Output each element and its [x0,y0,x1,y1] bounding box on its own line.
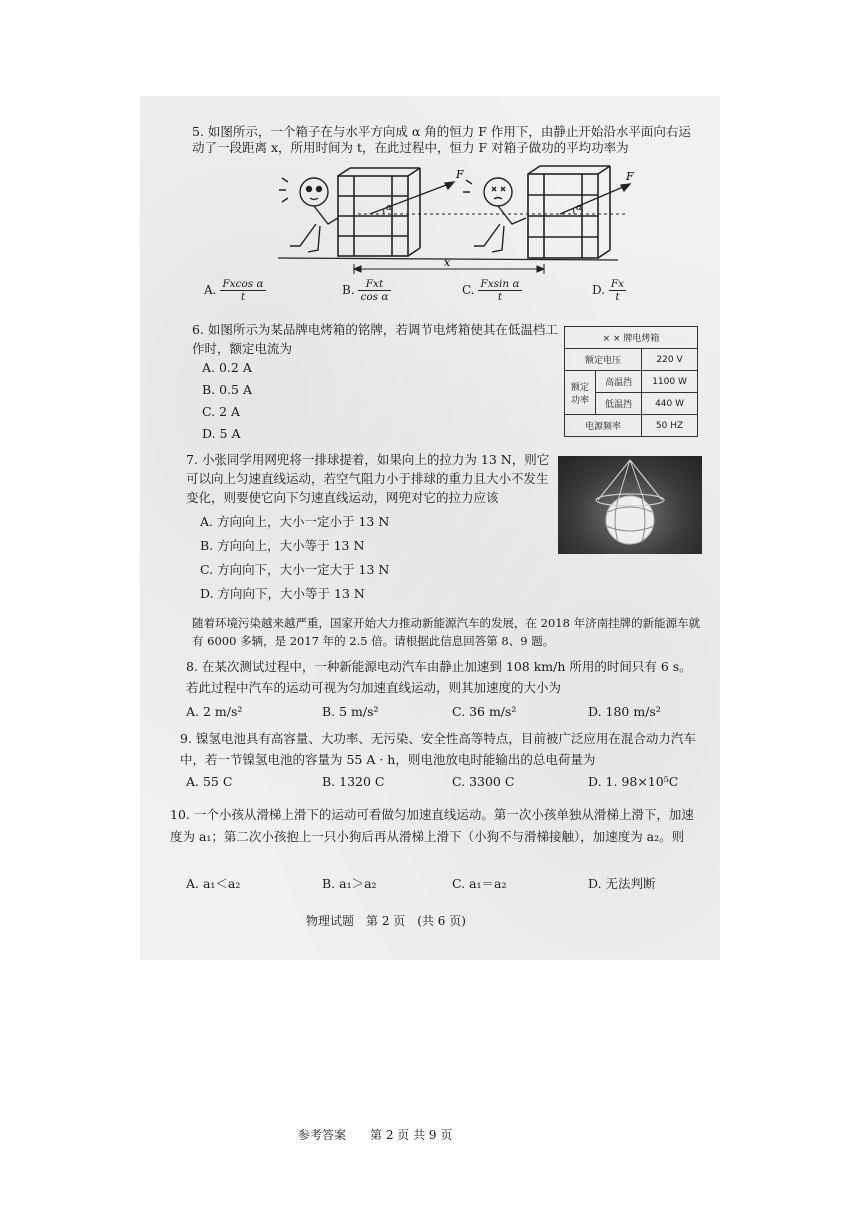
q6-option-c[interactable]: C. 2 A [202,404,241,419]
q5-option-a[interactable]: A. $\frac{\text{Fxcos α}}{t}$ [204,278,264,303]
low-setting-label: 低温挡 [596,393,642,415]
q8-option-b[interactable]: B. 5 m/s² [322,704,379,719]
force-label-left: F [456,168,464,181]
passage-8-9: 随着环境污染越来越严重，国家开始大力推动新能源汽车的发展，在 2018 年济南挂牌的新能源车就有 6000 多辆，是 2017 年的 2.5 倍。请根据此信息回答第 8、9 题。 [192,616,701,648]
q8-option-d[interactable]: D. 180 m/s² [588,704,661,719]
low-setting-value: 440 W [642,393,698,415]
scanned-exam-page [140,96,720,960]
force-label-right: F [626,170,634,183]
page-footer: 参考答案 第 2 页 共 9 页 [298,1128,453,1142]
q5-stem: 5. 如图所示，一个箱子在与水平方向成 α 角的恒力 F 作用下，由静止开始沿水平面向右运动了一段距离 x，所用时间为 t，在此过程中，恒力 F 对箱子做功的平均功率为 [192,124,691,155]
frequency-value: 50 HZ [642,415,698,437]
distance-label: x [444,256,451,269]
q7-option-a[interactable]: A. 方向向上，大小一定小于 13 N [200,514,390,529]
q9-option-b[interactable]: B. 1320 C [322,774,385,789]
rated-voltage-value: 220 V [642,349,698,371]
q9-option-c[interactable]: C. 3300 C [452,774,515,789]
nameplate-title: × × 牌电烤箱 [565,327,698,349]
q8-stem: 8. 在某次测试过程中，一种新能源电动汽车由静止加速到 108 km/h 所用的时间只有 6 s。若此过程中汽车的运动可视为匀加速直线运动，则其加速度的大小为 [186,659,692,695]
q7-stem: 7. 小张同学用网兜将一排球提着，如果向上的拉力为 13 N，则它可以向上匀速直线运动，若空气阻力小于排球的重力且大小不发生变化，则要使它向下匀速直线运动，网兜对它的拉力应该 [186,452,550,505]
q6-option-b[interactable]: B. 0.5 A [202,382,253,397]
nameplate-table [564,326,698,437]
angle-label-right: α [576,203,583,213]
box-left [338,168,420,256]
q9-stem: 9. 镍氢电池具有高容量、大功率、无污染、安全性高等特点，目前被广泛应用在混合动力汽车中，若一节镍氢电池的容量为 55 A · h，则电池放电时能输出的总电荷量为 [180,731,696,767]
rated-power-label: 额定功率 [565,371,596,415]
kid-left [279,178,338,252]
box-right [528,166,610,258]
q5-option-d[interactable]: D. $\frac{Fx}{t}$ [592,278,625,303]
rated-voltage-label: 额定电压 [565,349,642,371]
high-setting-value: 1100 W [642,371,698,393]
q10-option-b[interactable]: B. a₁＞a₂ [322,876,377,891]
q9-option-d[interactable]: D. 1. 98×10⁵C [588,774,679,789]
q5-option-c[interactable]: C. $\frac{\text{Fxsin α}}{t}$ [462,278,520,303]
q8-option-c[interactable]: C. 36 m/s² [452,704,517,719]
q10-option-c[interactable]: C. a₁＝a₂ [452,876,507,891]
scan-page-footer: 物理试题 第 2 页 (共 6 页) [306,914,466,928]
q7-option-b[interactable]: B. 方向向上，大小等于 13 N [200,538,365,553]
q5-option-b[interactable]: B. $\frac{\text{Fxt}}{\text{cos α}}$ [342,278,389,303]
q6-option-d[interactable]: D. 5 A [202,426,241,441]
high-setting-label: 高温挡 [596,371,642,393]
volleyball-net-photo [558,456,702,554]
kid-right [463,178,526,252]
frequency-label: 电源频率 [565,415,642,437]
q7-option-c[interactable]: C. 方向向下，大小一定大于 13 N [200,562,390,577]
q7-option-d[interactable]: D. 方向向下，大小等于 13 N [200,586,365,601]
q9-option-a[interactable]: A. 55 C [186,774,233,789]
q10-option-d[interactable]: D. 无法判断 [588,876,656,891]
q8-option-a[interactable]: A. 2 m/s² [186,704,243,719]
q6-stem: 6. 如图所示为某品牌电烤箱的铭牌，若调节电烤箱使其在低温档工作时，额定电流为 [192,322,558,356]
q5-figure [258,162,638,278]
q10-stem: 10. 一个小孩从滑梯上滑下的运动可看做匀加速直线运动。第一次小孩单独从滑梯上滑下，加速度为 a₁；第二次小孩抱上一只小狗后再从滑梯上滑下（小狗不与滑梯接触），加速度为 a₂。则 [170,807,694,844]
q6-option-a[interactable]: A. 0.2 A [202,360,252,375]
angle-label-left: α [386,203,393,213]
q10-option-a[interactable]: A. a₁＜a₂ [186,876,241,891]
